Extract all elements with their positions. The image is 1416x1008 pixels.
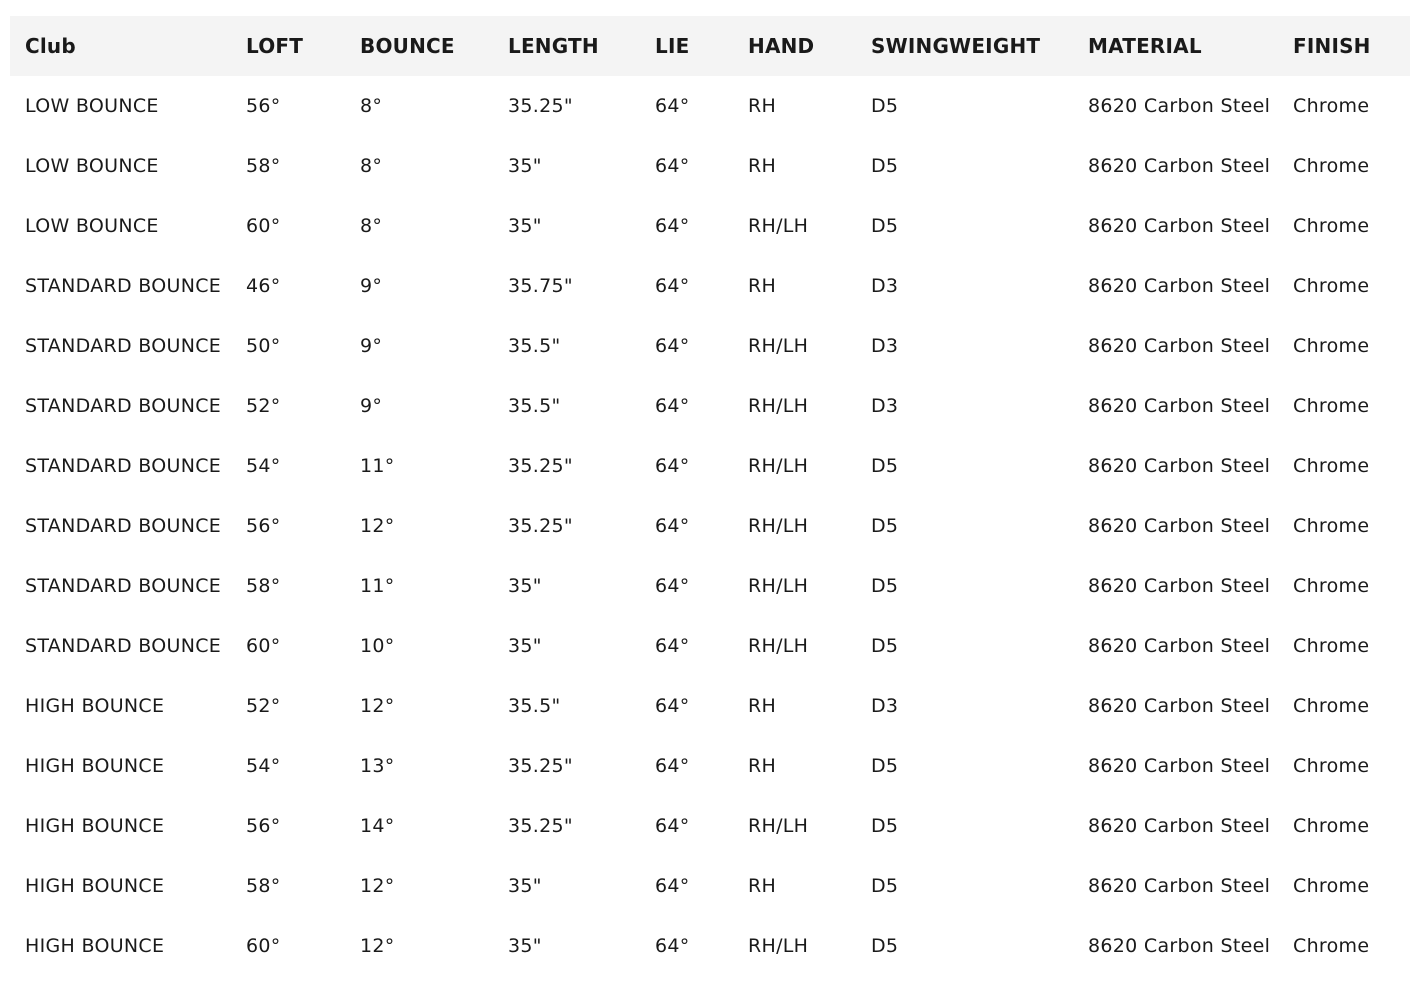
cell-material: 8620 Carbon Steel	[1088, 755, 1271, 777]
table-row	[10, 556, 1410, 616]
table-row	[10, 256, 1410, 316]
cell-length: 35.5"	[508, 395, 561, 417]
table-row	[10, 496, 1410, 556]
cell-lie: 64°	[655, 515, 690, 537]
cell-loft: 60°	[246, 935, 281, 957]
cell-hand: RH/LH	[748, 455, 809, 477]
cell-length: 35.5"	[508, 335, 561, 357]
cell-hand: RH/LH	[748, 935, 809, 957]
column-header-length: LENGTH	[508, 34, 599, 58]
cell-loft: 56°	[246, 515, 281, 537]
table-row	[10, 76, 1410, 136]
table-row	[10, 436, 1410, 496]
cell-bounce: 12°	[360, 695, 395, 717]
cell-loft: 58°	[246, 155, 281, 177]
cell-finish: Chrome	[1293, 275, 1370, 297]
table-row	[10, 676, 1410, 736]
cell-bounce: 12°	[360, 515, 395, 537]
cell-bounce: 8°	[360, 215, 383, 237]
cell-loft: 52°	[246, 395, 281, 417]
table-row	[10, 616, 1410, 676]
cell-club: STANDARD BOUNCE	[25, 335, 222, 357]
cell-loft: 58°	[246, 575, 281, 597]
cell-bounce: 14°	[360, 815, 395, 837]
cell-material: 8620 Carbon Steel	[1088, 395, 1271, 417]
cell-loft: 54°	[246, 755, 281, 777]
column-header-lie: LIE	[655, 34, 690, 58]
cell-material: 8620 Carbon Steel	[1088, 695, 1271, 717]
cell-lie: 64°	[655, 335, 690, 357]
cell-club: STANDARD BOUNCE	[25, 455, 222, 477]
cell-bounce: 12°	[360, 935, 395, 957]
column-header-swingweight: SWINGWEIGHT	[871, 34, 1041, 58]
cell-bounce: 11°	[360, 575, 395, 597]
cell-club: HIGH BOUNCE	[25, 935, 165, 957]
cell-swingweight: D3	[871, 395, 899, 417]
cell-hand: RH	[748, 755, 777, 777]
cell-lie: 64°	[655, 215, 690, 237]
cell-loft: 56°	[246, 95, 281, 117]
cell-material: 8620 Carbon Steel	[1088, 635, 1271, 657]
cell-swingweight: D3	[871, 335, 899, 357]
cell-hand: RH/LH	[748, 515, 809, 537]
column-header-material: MATERIAL	[1088, 34, 1202, 58]
cell-loft: 52°	[246, 695, 281, 717]
table-header	[10, 16, 1410, 76]
cell-swingweight: D5	[871, 215, 899, 237]
cell-length: 35.25"	[508, 515, 573, 537]
cell-length: 35"	[508, 155, 542, 177]
column-header-club: Club	[25, 34, 76, 58]
cell-lie: 64°	[655, 275, 690, 297]
table-row	[10, 196, 1410, 256]
cell-material: 8620 Carbon Steel	[1088, 575, 1271, 597]
cell-swingweight: D5	[871, 155, 899, 177]
cell-material: 8620 Carbon Steel	[1088, 95, 1271, 117]
cell-swingweight: D5	[871, 575, 899, 597]
cell-hand: RH/LH	[748, 815, 809, 837]
cell-hand: RH/LH	[748, 395, 809, 417]
table-row	[10, 376, 1410, 436]
cell-club: HIGH BOUNCE	[25, 695, 165, 717]
cell-bounce: 9°	[360, 395, 383, 417]
cell-lie: 64°	[655, 635, 690, 657]
cell-length: 35.25"	[508, 815, 573, 837]
cell-finish: Chrome	[1293, 935, 1370, 957]
column-header-bounce: BOUNCE	[360, 34, 455, 58]
cell-material: 8620 Carbon Steel	[1088, 275, 1271, 297]
column-header-finish: FINISH	[1293, 34, 1371, 58]
cell-finish: Chrome	[1293, 395, 1370, 417]
cell-lie: 64°	[655, 875, 690, 897]
cell-loft: 60°	[246, 635, 281, 657]
cell-bounce: 13°	[360, 755, 395, 777]
cell-material: 8620 Carbon Steel	[1088, 815, 1271, 837]
cell-finish: Chrome	[1293, 575, 1370, 597]
cell-length: 35.25"	[508, 95, 573, 117]
cell-club: HIGH BOUNCE	[25, 755, 165, 777]
cell-finish: Chrome	[1293, 455, 1370, 477]
cell-bounce: 10°	[360, 635, 395, 657]
cell-finish: Chrome	[1293, 815, 1370, 837]
cell-bounce: 9°	[360, 275, 383, 297]
cell-swingweight: D3	[871, 275, 899, 297]
cell-club: HIGH BOUNCE	[25, 875, 165, 897]
cell-finish: Chrome	[1293, 95, 1370, 117]
cell-hand: RH/LH	[748, 635, 809, 657]
cell-loft: 56°	[246, 815, 281, 837]
cell-length: 35"	[508, 635, 542, 657]
cell-finish: Chrome	[1293, 635, 1370, 657]
cell-lie: 64°	[655, 755, 690, 777]
column-header-hand: HAND	[748, 34, 815, 58]
cell-lie: 64°	[655, 575, 690, 597]
cell-club: STANDARD BOUNCE	[25, 395, 222, 417]
cell-material: 8620 Carbon Steel	[1088, 455, 1271, 477]
cell-club: STANDARD BOUNCE	[25, 275, 222, 297]
cell-swingweight: D3	[871, 695, 899, 717]
cell-swingweight: D5	[871, 755, 899, 777]
cell-club: HIGH BOUNCE	[25, 815, 165, 837]
cell-material: 8620 Carbon Steel	[1088, 155, 1271, 177]
cell-length: 35.5"	[508, 695, 561, 717]
cell-swingweight: D5	[871, 635, 899, 657]
column-header-loft: LOFT	[246, 34, 304, 58]
cell-lie: 64°	[655, 395, 690, 417]
cell-material: 8620 Carbon Steel	[1088, 335, 1271, 357]
cell-club: STANDARD BOUNCE	[25, 635, 222, 657]
cell-hand: RH/LH	[748, 575, 809, 597]
cell-swingweight: D5	[871, 455, 899, 477]
cell-length: 35.25"	[508, 755, 573, 777]
cell-club: STANDARD BOUNCE	[25, 515, 222, 537]
cell-material: 8620 Carbon Steel	[1088, 515, 1271, 537]
cell-finish: Chrome	[1293, 515, 1370, 537]
cell-swingweight: D5	[871, 875, 899, 897]
cell-finish: Chrome	[1293, 335, 1370, 357]
cell-lie: 64°	[655, 95, 690, 117]
table-row	[10, 856, 1410, 916]
table-row	[10, 796, 1410, 856]
cell-length: 35.75"	[508, 275, 573, 297]
cell-club: STANDARD BOUNCE	[25, 575, 222, 597]
cell-finish: Chrome	[1293, 155, 1370, 177]
cell-bounce: 8°	[360, 155, 383, 177]
cell-hand: RH	[748, 275, 777, 297]
cell-hand: RH	[748, 155, 777, 177]
cell-length: 35"	[508, 935, 542, 957]
cell-bounce: 8°	[360, 95, 383, 117]
cell-hand: RH	[748, 95, 777, 117]
cell-swingweight: D5	[871, 815, 899, 837]
cell-club: LOW BOUNCE	[25, 215, 159, 237]
cell-length: 35"	[508, 875, 542, 897]
cell-bounce: 9°	[360, 335, 383, 357]
cell-club: LOW BOUNCE	[25, 155, 159, 177]
table-row	[10, 316, 1410, 376]
cell-loft: 46°	[246, 275, 281, 297]
cell-finish: Chrome	[1293, 875, 1370, 897]
cell-lie: 64°	[655, 455, 690, 477]
cell-swingweight: D5	[871, 935, 899, 957]
cell-loft: 60°	[246, 215, 281, 237]
table-body	[10, 76, 1410, 976]
cell-bounce: 12°	[360, 875, 395, 897]
cell-length: 35.25"	[508, 455, 573, 477]
table-row	[10, 916, 1410, 976]
cell-club: LOW BOUNCE	[25, 95, 159, 117]
header-row	[10, 16, 1410, 76]
cell-hand: RH/LH	[748, 335, 809, 357]
cell-finish: Chrome	[1293, 755, 1370, 777]
cell-bounce: 11°	[360, 455, 395, 477]
cell-material: 8620 Carbon Steel	[1088, 875, 1271, 897]
cell-lie: 64°	[655, 935, 690, 957]
table-row	[10, 736, 1410, 796]
cell-length: 35"	[508, 575, 542, 597]
cell-loft: 50°	[246, 335, 281, 357]
cell-length: 35"	[508, 215, 542, 237]
cell-hand: RH	[748, 695, 777, 717]
specs-table	[10, 16, 1410, 976]
cell-material: 8620 Carbon Steel	[1088, 215, 1271, 237]
cell-hand: RH	[748, 875, 777, 897]
cell-loft: 54°	[246, 455, 281, 477]
cell-hand: RH/LH	[748, 215, 809, 237]
table-row	[10, 136, 1410, 196]
cell-lie: 64°	[655, 155, 690, 177]
cell-material: 8620 Carbon Steel	[1088, 935, 1271, 957]
cell-lie: 64°	[655, 815, 690, 837]
cell-finish: Chrome	[1293, 695, 1370, 717]
cell-finish: Chrome	[1293, 215, 1370, 237]
cell-swingweight: D5	[871, 95, 899, 117]
cell-loft: 58°	[246, 875, 281, 897]
cell-lie: 64°	[655, 695, 690, 717]
cell-swingweight: D5	[871, 515, 899, 537]
